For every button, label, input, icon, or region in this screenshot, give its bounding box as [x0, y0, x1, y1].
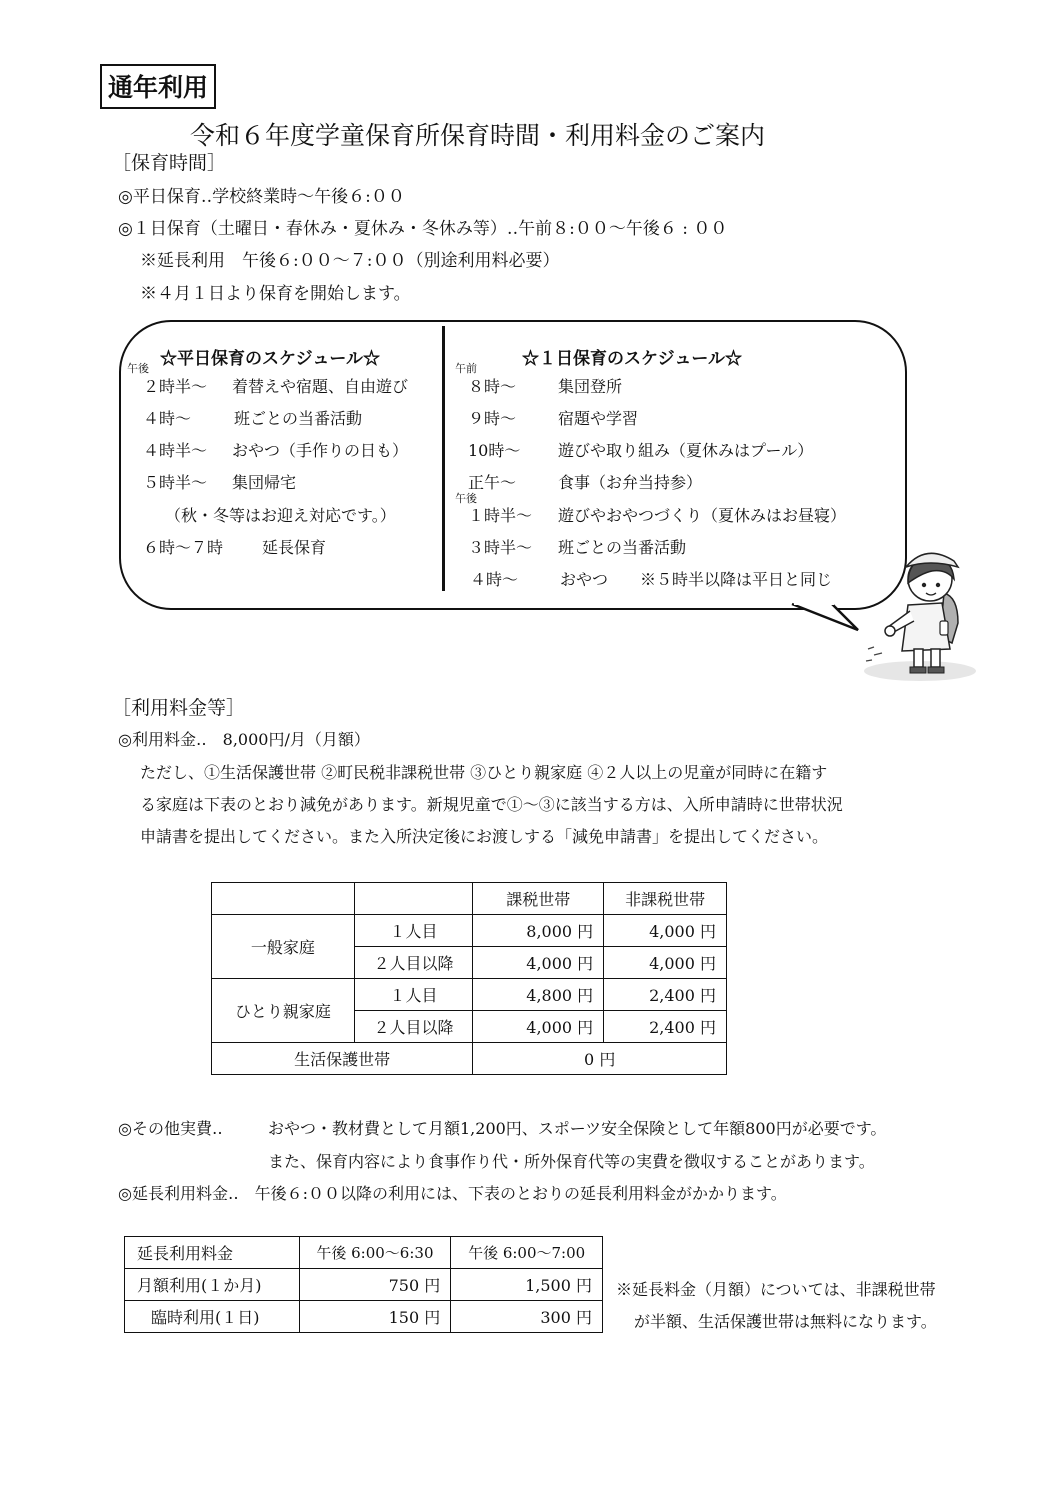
table-header: 課税世帯: [473, 883, 604, 915]
monthly-fee: ◎利用料金‥ 8,000円/月（月額）: [118, 730, 370, 749]
fees-note-line: る家庭は下表のとおり減免があります。新規児童で①～③に該当する方は、入所申請時に世帯状況: [140, 795, 843, 814]
hours-line: ※延長利用 午後６:００～７:００（別途利用料必要）: [140, 251, 560, 271]
weekday-activity: おやつ（手作りの日も）: [232, 441, 409, 460]
fee-cell: 4,000 円: [473, 947, 604, 979]
fullday-time: ４時～: [470, 570, 519, 589]
usage-type: 臨時利用(１日): [125, 1301, 300, 1333]
hours-heading: ［保育時間］: [112, 152, 227, 174]
weekday-schedule-title: ☆平日保育のスケジュール☆: [160, 349, 380, 369]
fullday-time: ３時半～: [468, 538, 533, 557]
household-type: 一般家庭: [212, 915, 355, 979]
weekday-period-label: 午後: [127, 362, 149, 375]
other-costs-label: ◎その他実費‥: [118, 1119, 223, 1138]
fullday-time: ８時～: [468, 377, 517, 396]
child-order: ２人目以降: [354, 1011, 473, 1043]
fee-cell: 2,400 円: [604, 1011, 727, 1043]
fee-cell: 4,000 円: [604, 947, 727, 979]
page-tag: 通年利用: [100, 64, 216, 109]
weekday-time: ６時～７時: [143, 538, 224, 557]
fee-cell: 150 円: [299, 1301, 451, 1333]
table-row: [212, 883, 727, 915]
extension-fee-table: [124, 1236, 603, 1333]
weekday-activity: （秋・冬等はお迎え対応です。）: [165, 506, 396, 525]
extension-fee-line: ◎延長利用料金‥ 午後６:００以降の利用には、下表のとおりの延長利用料金がかかります。: [118, 1184, 787, 1203]
table-row: [212, 979, 727, 1011]
weekday-time: ４時～: [143, 409, 192, 428]
table-row: [212, 915, 727, 947]
other-costs-line: また、保育内容により食事作り代・所外保育代等の実費を徴収することがあります。: [268, 1152, 875, 1171]
weekday-activity: 着替えや宿題、自由遊び: [232, 377, 409, 396]
child-order: ２人目以降: [354, 947, 473, 979]
fullday-activity: 宿題や学習: [558, 409, 639, 428]
table-header: 午後 6:00～6:30: [299, 1237, 451, 1269]
child-illustration: [858, 545, 980, 685]
household-type: 生活保護世帯: [212, 1043, 473, 1075]
weekday-time: ４時半～: [143, 441, 208, 460]
fullday-schedule-title: ☆１日保育のスケジュール☆: [522, 349, 742, 369]
fee-cell: 4,000 円: [473, 1011, 604, 1043]
table-row: [125, 1301, 603, 1333]
fees-note-line: ただし、①生活保護世帯 ②町民税非課税世帯 ③ひとり親家庭 ④２人以上の児童が同時に在籍す: [140, 763, 828, 782]
household-type: ひとり親家庭: [212, 979, 355, 1043]
child-order: １人目: [354, 915, 473, 947]
usage-type: 月額利用(１か月): [125, 1269, 300, 1301]
weekday-activity: 集団帰宅: [232, 473, 297, 492]
fullday-activity: 食事（お弁当持参）: [558, 473, 703, 492]
fullday-activity: 班ごとの当番活動: [558, 538, 687, 557]
fullday-time: 正午～: [468, 473, 517, 492]
table-header: 非課税世帯: [604, 883, 727, 915]
fee-cell: 2,400 円: [604, 979, 727, 1011]
fee-cell: 300 円: [451, 1301, 603, 1333]
fee-cell: 1,500 円: [451, 1269, 603, 1301]
fees-heading: ［利用料金等］: [112, 697, 246, 719]
hours-line: ◎１日保育（土曜日・春休み・夏休み・冬休み等）‥午前８:００～午後６ : ００: [118, 219, 728, 239]
weekday-activity: 延長保育: [262, 538, 327, 557]
table-cell: [354, 883, 473, 915]
fullday-activity: 遊びや取り組み（夏休みはプール）: [558, 441, 814, 460]
other-costs-line: おやつ・教材費として月額1,200円、スポーツ安全保険として年額800円が必要です。: [268, 1119, 887, 1138]
fullday-activity: 集団登所: [558, 377, 623, 396]
page-title: 令和６年度学童保育所保育時間・利用料金のご案内: [190, 121, 766, 150]
fullday-activity: おやつ ※５時半以降は平日と同じ: [560, 570, 833, 589]
hours-line: ※４月１日より保育を開始します。: [140, 284, 411, 304]
fee-cell: 4,800 円: [473, 979, 604, 1011]
fullday-am-label: 午前: [455, 362, 477, 375]
fullday-time: ９時～: [468, 409, 517, 428]
fee-table: [211, 882, 727, 1075]
weekday-time: ２時半～: [143, 377, 208, 396]
weekday-activity: 班ごとの当番活動: [234, 409, 363, 428]
extension-note-line: ※延長料金（月額）については、非課税世帯: [616, 1280, 936, 1299]
weekday-time: ５時半～: [143, 473, 208, 492]
fee-cell: 8,000 円: [473, 915, 604, 947]
table-header: 午後 6:00～7:00: [451, 1237, 603, 1269]
fee-cell: 4,000 円: [604, 915, 727, 947]
fee-cell: 750 円: [299, 1269, 451, 1301]
extension-note-line: が半額、生活保護世帯は無料になります。: [634, 1312, 937, 1331]
fees-note-line: 申請書を提出してください。また入所決定後にお渡しする「減免申請書」を提出してください。: [140, 827, 829, 846]
schedule-divider: [442, 326, 445, 591]
child-order: １人目: [354, 979, 473, 1011]
fullday-time: １時半～: [468, 506, 533, 525]
table-row: [125, 1237, 603, 1269]
fullday-activity: 遊びやおやつづくり（夏休みはお昼寝）: [558, 506, 847, 525]
fee-cell: 0 円: [473, 1043, 727, 1075]
hours-line: ◎平日保育‥学校終業時～午後６:００: [118, 187, 405, 207]
fullday-pm-label: 午後: [455, 492, 477, 505]
table-row: [125, 1269, 603, 1301]
table-header: 延長利用料金: [125, 1237, 300, 1269]
table-cell: [212, 883, 355, 915]
fullday-time: 10時～: [468, 441, 521, 460]
table-row: [212, 1043, 727, 1075]
